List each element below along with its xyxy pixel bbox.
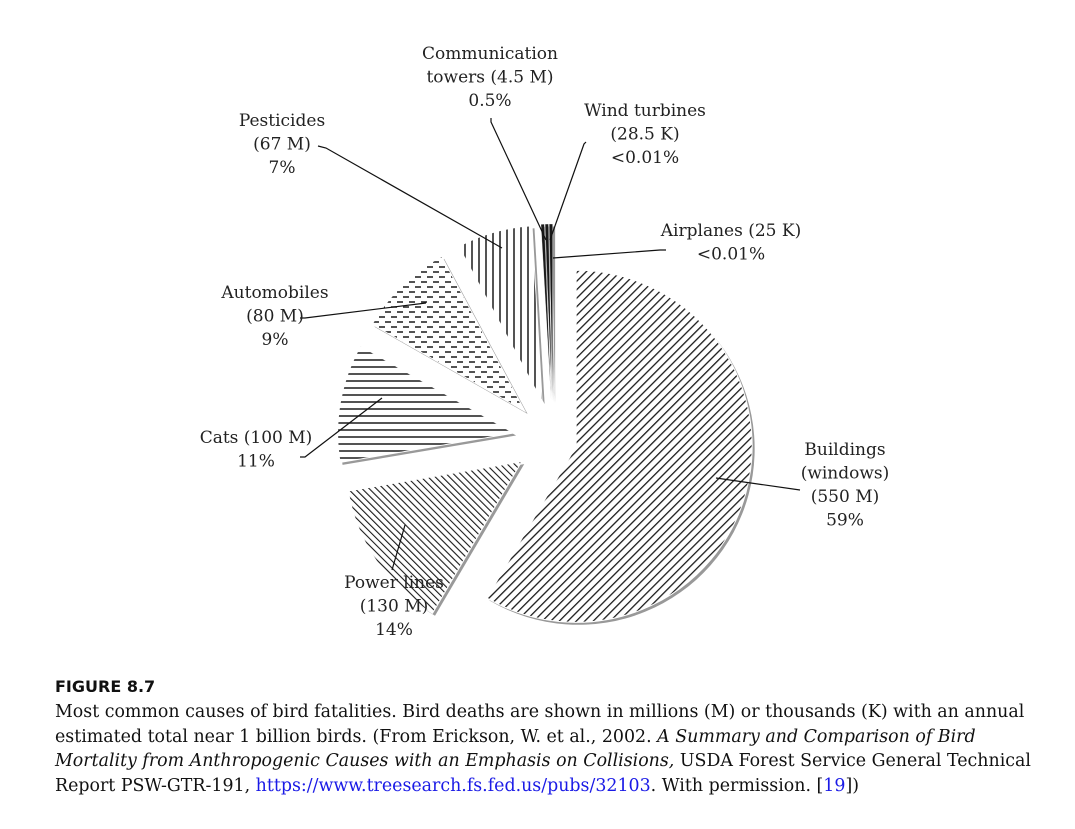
caption-end: ]) [845, 775, 860, 796]
slice-label-wind [584, 101, 706, 168]
caption-report-title: A Summary and Comparison of Bird Mortality from Anthropogenic Causes with an Emphasis on Collisions, [55, 726, 976, 771]
slice-label-line-buildings-1: (windows) [800, 463, 890, 484]
slice-label-line-towers-1: towers (4.5 M) [426, 67, 554, 88]
caption-source: USDA Forest Service General Technical Report PSW-GTR-191, [55, 751, 1031, 796]
slice-label-line-buildings-2: (550 M) [810, 487, 880, 507]
slice-label-line-wind-1: (28.5 K) [610, 124, 680, 145]
caption-text [55, 700, 1045, 798]
slice-label-line-cats-1: 11% [237, 451, 275, 472]
slice-label-line-airplanes-0: Airplanes (25 K) [660, 221, 802, 241]
slice-label-line-power-1: (130 M) [359, 596, 429, 617]
slice-label-line-power-2: 14% [375, 620, 413, 640]
slice-label-line-wind-2: <0.01% [610, 148, 680, 168]
reference-link[interactable]: 19 [823, 775, 846, 796]
figure-caption [55, 676, 1045, 798]
caption-intro: Most common causes of bird fatalities. Bird deaths are shown in millions (M) or thousands (K) with an annual estimated total near 1 billion birds. (From Erickson, W. et al., 2002. [55, 702, 1025, 747]
slice-label-towers [422, 44, 558, 111]
slice-label-line-buildings-3: 59% [826, 510, 864, 531]
slice-label-line-power-0: Power lines [344, 573, 444, 593]
slice-label-line-pesticides-1: (67 M) [253, 134, 311, 155]
slice-label-airplanes [660, 221, 801, 265]
caption-permission: . With permission. [ [650, 775, 824, 796]
slice-label-line-autos-2: 9% [261, 330, 289, 350]
slice-label-cats [200, 428, 313, 472]
slice-label-pesticides [239, 111, 325, 178]
slice-label-line-buildings-0: Buildings [804, 440, 886, 460]
leader-line-towers [491, 118, 546, 240]
slice-label-line-pesticides-0: Pesticides [238, 111, 326, 131]
slice-label-line-towers-0: Communication [422, 44, 558, 64]
slice-label-line-autos-0: Automobiles [221, 283, 329, 303]
figure-number: FIGURE 8.7 [55, 677, 156, 696]
slice-label-line-airplanes-1: <0.01% [696, 244, 766, 265]
slice-label-line-autos-1: (80 M) [246, 306, 304, 327]
treesearch-link[interactable]: https://www.treesearch.fs.fed.us/pubs/32103 [255, 775, 651, 796]
slice-label-line-wind-0: Wind turbines [584, 101, 706, 121]
slice-label-buildings [801, 440, 890, 531]
leader-line-airplanes [553, 250, 666, 258]
leader-line-wind [550, 142, 586, 240]
slice-label-line-towers-2: 0.5% [468, 91, 512, 111]
slice-label-line-cats-0: Cats (100 M) [199, 428, 313, 448]
leader-line-pesticides [318, 146, 502, 248]
slice-label-line-pesticides-2: 7% [268, 158, 296, 178]
